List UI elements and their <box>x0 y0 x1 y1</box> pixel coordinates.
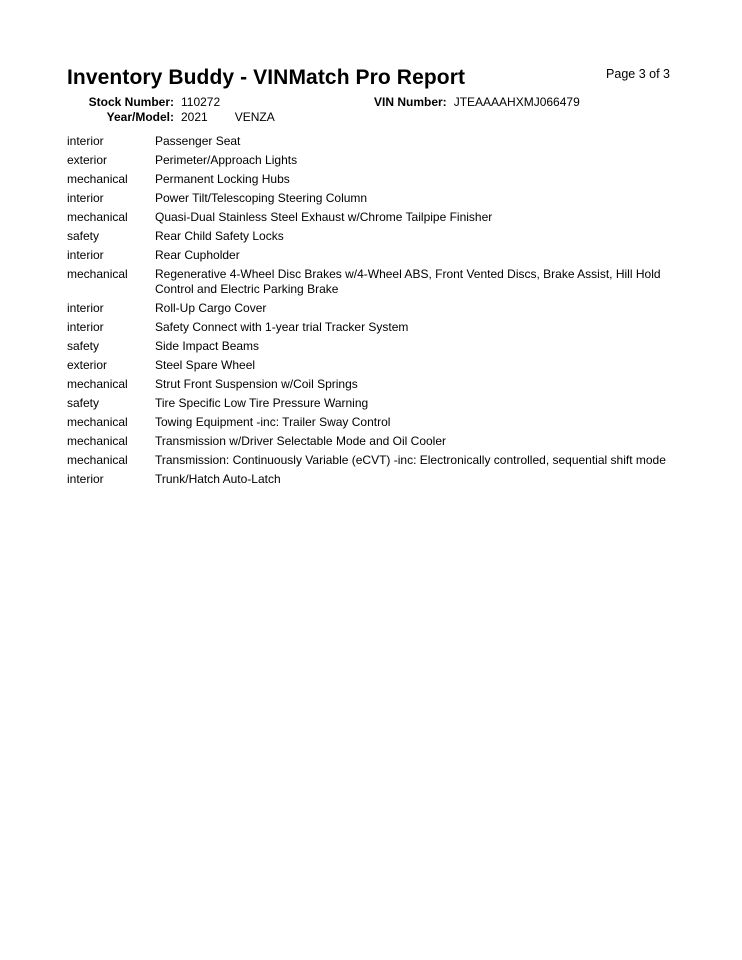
feature-row <box>67 470 687 489</box>
feature-name: Side Impact Beams <box>155 339 260 353</box>
feature-category: interior <box>67 191 104 205</box>
feature-category: safety <box>67 229 100 243</box>
feature-name: Strut Front Suspension w/Coil Springs <box>155 377 358 391</box>
vin-number-label: VIN Number: <box>374 95 447 109</box>
feature-row <box>67 151 687 170</box>
feature-row <box>67 132 687 151</box>
feature-list <box>67 132 687 489</box>
vin-number-row <box>374 95 580 109</box>
feature-row <box>67 246 687 265</box>
feature-category: mechanical <box>67 377 128 391</box>
feature-name: Passenger Seat <box>155 134 241 148</box>
stock-number-value: 110272 <box>181 95 221 109</box>
feature-category: mechanical <box>67 453 128 467</box>
feature-row <box>67 375 687 394</box>
vin-number-value: JTEAAAAHXMJ066479 <box>453 95 580 109</box>
feature-name: Tire Specific Low Tire Pressure Warning <box>155 396 369 410</box>
feature-row <box>67 413 687 432</box>
feature-row <box>67 356 687 375</box>
feature-name: Rear Cupholder <box>155 248 240 262</box>
feature-category: exterior <box>67 153 108 167</box>
feature-category: interior <box>67 320 104 334</box>
feature-name: Quasi-Dual Stainless Steel Exhaust w/Chrome Tailpipe Finisher <box>155 210 493 224</box>
feature-name: Regenerative 4-Wheel Disc Brakes w/4-Wheel ABS, Front Vented Discs, Brake Assist, Hill Hold Control and Electric Parking Brake <box>155 267 661 296</box>
page-number: Page 3 of 3 <box>606 67 670 81</box>
feature-name: Safety Connect with 1-year trial Tracker System <box>155 320 409 334</box>
feature-name: Perimeter/Approach Lights <box>155 153 298 167</box>
feature-name: Towing Equipment -inc: Trailer Sway Control <box>155 415 391 429</box>
feature-category: interior <box>67 134 104 148</box>
feature-row <box>67 265 687 299</box>
feature-row <box>67 394 687 413</box>
feature-category: mechanical <box>67 415 128 429</box>
feature-row <box>67 451 687 470</box>
report-title: Inventory Buddy - VINMatch Pro Report <box>67 66 466 89</box>
feature-name: Permanent Locking Hubs <box>155 172 290 186</box>
feature-category: interior <box>67 248 104 262</box>
feature-category: mechanical <box>67 434 128 448</box>
feature-name: Transmission: Continuously Variable (eCVT) -inc: Electronically controlled, sequential shift mode <box>155 453 666 467</box>
feature-row <box>67 189 687 208</box>
feature-name: Trunk/Hatch Auto-Latch <box>155 472 281 486</box>
feature-category: interior <box>67 472 104 486</box>
feature-category: mechanical <box>67 267 128 281</box>
feature-name: Rear Child Safety Locks <box>155 229 284 243</box>
model-value: VENZA <box>234 110 275 124</box>
stock-number-label: Stock Number: <box>88 95 174 109</box>
feature-row <box>67 227 687 246</box>
year-model-label: Year/Model: <box>106 110 174 124</box>
feature-name: Power Tilt/Telescoping Steering Column <box>155 191 368 205</box>
feature-row <box>67 432 687 451</box>
feature-row <box>67 318 687 337</box>
feature-category: exterior <box>67 358 108 372</box>
feature-row <box>67 208 687 227</box>
feature-category: safety <box>67 339 100 353</box>
feature-row <box>67 337 687 356</box>
feature-category: mechanical <box>67 172 128 186</box>
feature-name: Roll-Up Cargo Cover <box>155 301 267 315</box>
feature-category: mechanical <box>67 210 128 224</box>
stock-number-row <box>67 95 220 109</box>
feature-category: safety <box>67 396 100 410</box>
feature-row <box>67 170 687 189</box>
feature-name: Steel Spare Wheel <box>155 358 256 372</box>
year-value: 2021 <box>181 110 208 124</box>
feature-name: Transmission w/Driver Selectable Mode and Oil Cooler <box>155 434 446 448</box>
feature-category: interior <box>67 301 104 315</box>
year-model-row <box>67 110 275 124</box>
feature-row <box>67 299 687 318</box>
